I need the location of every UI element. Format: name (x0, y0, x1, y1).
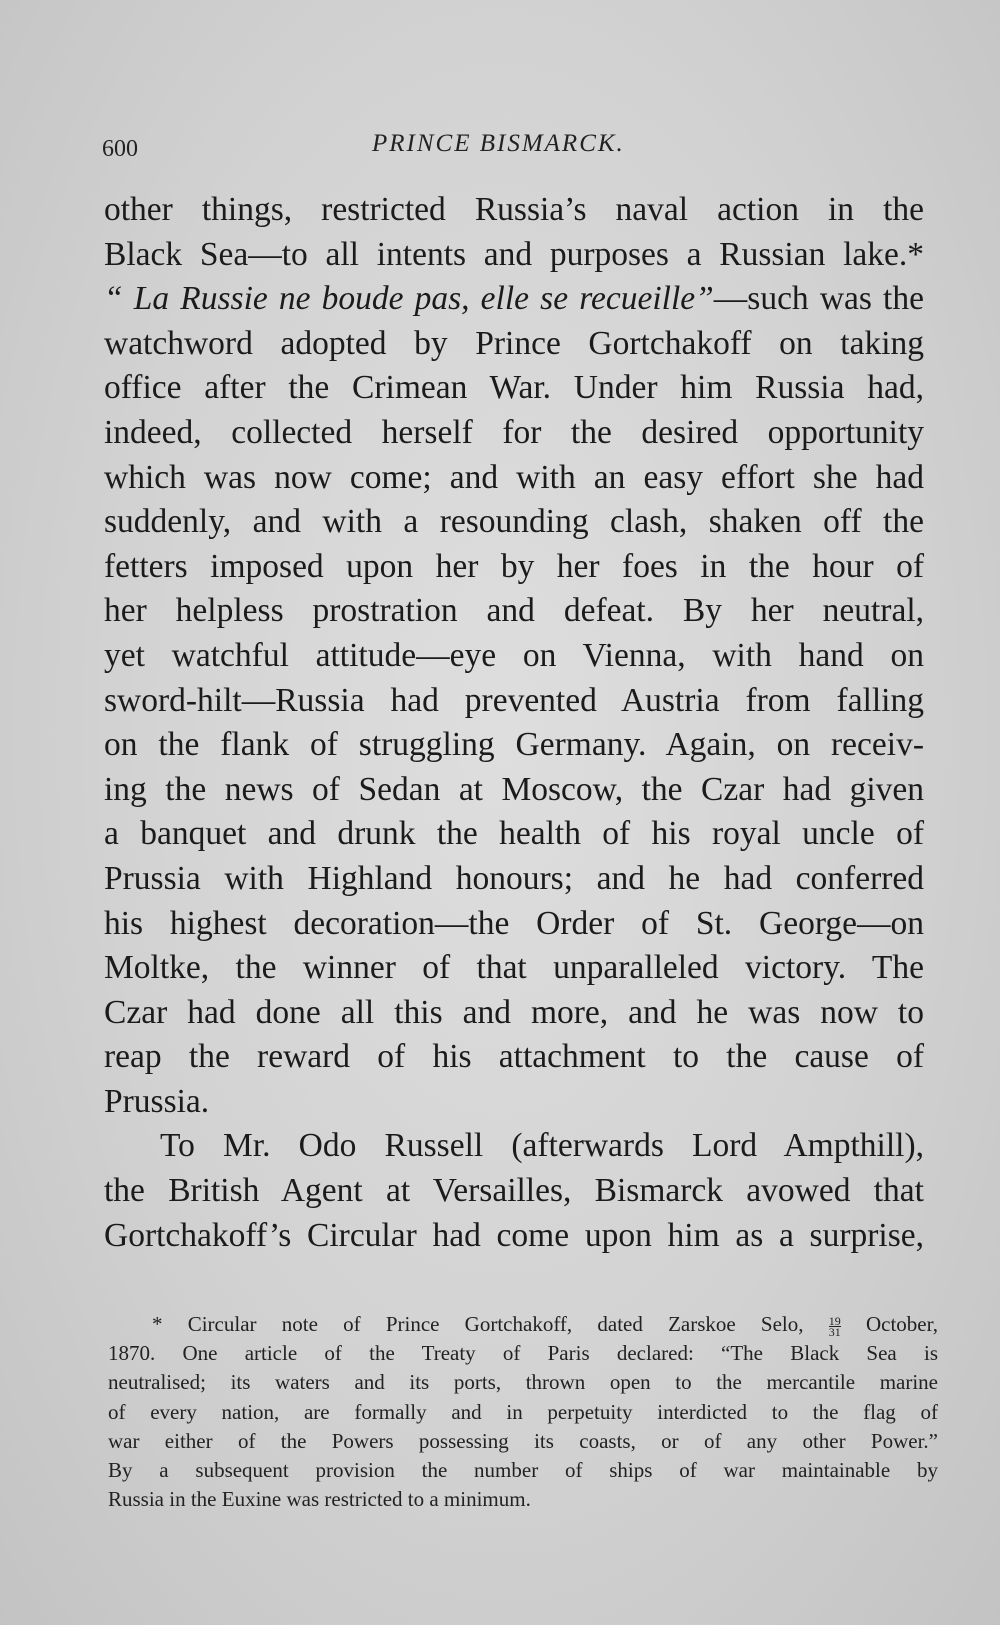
text-line: the British Agent at Versailles, Bismarck avowed that (104, 1172, 924, 1210)
text-line: watchword adopted by Prince Gortchakoff on taking (104, 324, 924, 362)
text-fragment: —such was the (713, 280, 924, 318)
text-line: reap the reward of his attachment to the cause of (104, 1038, 924, 1076)
italic-quote: “ La Russie ne boude pas, elle se recueille” (104, 280, 714, 318)
text-line: To Mr. Odo Russell (afterwards Lord Ampthill), (160, 1127, 924, 1165)
fraction-numerator: 19 (828, 1313, 841, 1328)
footnote-line: war either of the Powers possessing its coasts, or of any other Power.” (108, 1428, 938, 1453)
footnote-line: of every nation, are formally and in perpetuity interdicted to the flag of (108, 1399, 938, 1424)
page-header (102, 130, 662, 166)
text-line: Moltke, the winner of that unparalleled victory. The (104, 949, 924, 987)
fraction-denominator: 31 (828, 1324, 841, 1339)
body-text (104, 188, 924, 1258)
text-line: a banquet and drunk the health of his royal uncle of (104, 815, 924, 853)
text-line: Black Sea—to all intents and purposes a Russian lake.* (104, 235, 924, 273)
text-line: his highest decoration—the Order of St. George—on (104, 904, 924, 942)
footnote (108, 1310, 938, 1514)
text-line: yet watchful attitude—eye on Vienna, with hand on (104, 636, 924, 674)
text-line: Gortchakoff’s Circular had come upon him as a surprise, (104, 1216, 924, 1254)
footnote-text: * Circular note of Prince Gortchakoff, dated Zarskoe Selo, (152, 1312, 804, 1336)
text-line: which was now come; and with an easy effort she had (104, 458, 924, 496)
text-line: Prussia with Highland honours; and he had conferred (104, 859, 924, 897)
running-title: PRINCE BISMARCK. (372, 130, 625, 157)
text-line: on the flank of struggling Germany. Again, on receiv- (104, 726, 924, 764)
text-line: Prussia. (104, 1082, 210, 1120)
text-line: office after the Crimean War. Under him Russia had, (104, 369, 924, 407)
date-fraction (828, 1313, 841, 1339)
footnote-line: neutralised; its waters and its ports, thrown open to the mercantile marine (108, 1370, 938, 1395)
footnote-line (108, 1310, 938, 1339)
page-number: 600 (102, 136, 138, 162)
footnote-line: By a subsequent provision the number of ships of war maintainable by (108, 1457, 938, 1482)
text-line: Czar had done all this and more, and he was now to (104, 993, 924, 1031)
text-line: sword-hilt—Russia had prevented Austria from falling (104, 681, 924, 719)
footnote-line: 1870. One article of the Treaty of Paris declared: “The Black Sea is (108, 1341, 938, 1366)
footnote-text: October, (865, 1312, 938, 1336)
footnote-line: Russia in the Euxine was restricted to a minimum. (108, 1487, 531, 1512)
text-line (104, 277, 924, 322)
text-line: ing the news of Sedan at Moscow, the Czar had given (104, 770, 924, 808)
text-line: indeed, collected herself for the desired opportunity (104, 413, 924, 451)
text-line: fetters imposed upon her by her foes in the hour of (104, 547, 924, 585)
text-line: other things, restricted Russia’s naval action in the (104, 191, 924, 228)
text-line: her helpless prostration and defeat. By her neutral, (104, 592, 924, 630)
text-line: suddenly, and with a resounding clash, shaken off the (104, 503, 924, 541)
